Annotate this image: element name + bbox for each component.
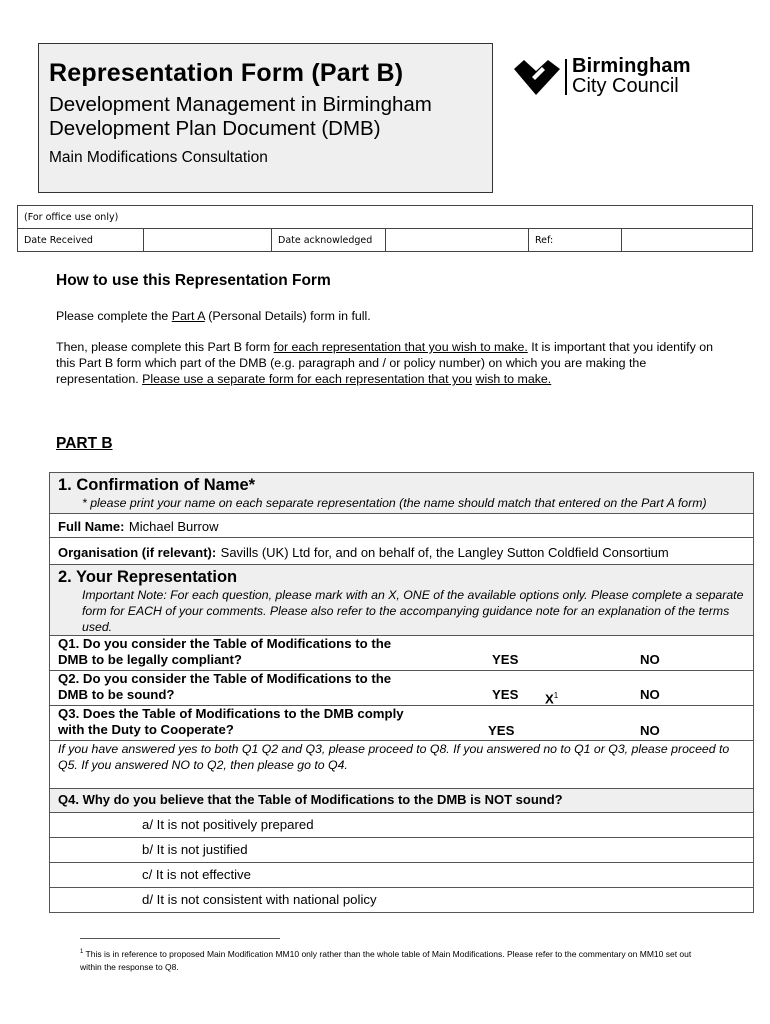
full-name-row [50,514,754,538]
p2-underline-1: for each representation that you wish to make. [273,340,528,354]
logo-line1: Birmingham [572,55,691,77]
section-1-cell [50,473,754,514]
instructions-heading: How to use this Representation Form [56,272,331,289]
q4-heading-row [50,789,754,813]
part-a-reference: Part A [171,309,205,323]
form-subtitle-line1: Development Management in Birmingham [49,93,432,116]
organisation-row [50,538,754,565]
q2-text [58,671,468,703]
footnote-ref: 1 [553,691,559,700]
q3-no-option[interactable]: NO [640,723,660,738]
q3-container [58,706,745,740]
q1-line1: Q1. Do you consider the Table of Modifications to the [58,636,392,651]
full-name-label: Full Name: [58,519,125,534]
q2-x-mark [545,691,558,706]
q1-yes-option[interactable]: YES [492,652,519,667]
q4-option-c[interactable]: c/ It is not effective [50,863,754,888]
routing-note-row [50,741,754,789]
birmingham-heart-icon [512,57,564,97]
ref-field[interactable] [622,229,753,252]
footnote-rule [80,938,280,939]
section-2-title: 2. Your Representation [58,568,238,586]
birmingham-logo [512,55,712,101]
organisation-value[interactable]: Savills (UK) Ltd for, and on behalf of, the Langley Sutton Coldfield Consortium [220,545,669,560]
q2-row [50,671,754,706]
logo-text [572,56,691,96]
date-acknowledged-field[interactable] [386,229,529,252]
form-subtitle-line3: Main Modifications Consultation [49,149,268,166]
instructions-paragraph-2 [56,339,726,387]
form-subtitle-line2: Development Plan Document (DMB) [49,117,381,140]
q3-line2: with the Duty to Cooperate? [58,722,234,737]
form-title: Representation Form (Part B) [49,59,404,87]
q1-text [58,636,468,668]
part-b-heading: PART B [56,435,113,452]
q2-line1: Q2. Do you consider the Table of Modifications to the [58,671,392,686]
q3-yes-option[interactable]: YES [488,723,515,738]
footnote-number: 1 [80,949,84,955]
section-1-title: 1. Confirmation of Name* [58,476,256,494]
q1-no-option[interactable]: NO [640,652,660,667]
logo-line2: City Council [572,75,679,97]
section-2-cell [50,565,754,636]
date-acknowledged-label: Date acknowledged [272,229,386,252]
q1-line2: DMB to be legally compliant? [58,652,242,667]
office-use-table [17,205,753,252]
q2-no-option[interactable]: NO [640,687,660,702]
q1-row [50,636,754,671]
instructions-paragraph-1 [56,308,726,324]
organisation-label: Organisation (if relevant): [58,545,217,560]
p2-underline-3: wish to make. [475,372,552,386]
date-received-field[interactable] [144,229,272,252]
q4-option-b[interactable]: b/ It is not justified [50,838,754,863]
q3-line1: Q3. Does the Table of Modifications to the DMB comply [58,706,404,721]
p2-underline-2: Please use a separate form for each representation that you [142,372,473,386]
q2-line2: DMB to be sound? [58,687,175,702]
date-received-label: Date Received [18,229,144,252]
office-caption: (For office use only) [18,206,753,229]
ref-label: Ref: [529,229,622,252]
q4-option-d[interactable]: d/ It is not consistent with national policy [50,888,754,913]
section-1-note: * please print your name on each separate representation (the name should match that entered on the Part A form) [82,496,707,510]
q4-title: Q4. Why do you believe that the Table of Modifications to the DMB is NOT sound? [58,792,563,807]
q3-row [50,706,754,741]
q1-container [58,636,745,670]
logo-divider [565,59,567,95]
routing-note: If you have answered yes to both Q1 Q2 and Q3, please proceed to Q8. If you answered no to Q1 or Q3, please proceed to Q5. If you answered NO to Q2, then please go to Q4. [58,742,730,772]
p1-text-pre: Please complete the [56,309,172,323]
title-box [38,43,493,193]
q2-yes-option[interactable]: YES [492,687,519,702]
p2-text-mid: It is important that you identify on this Part B form which part of the DMB (e.g. paragraph and / or policy number) on which you are making the representation. [56,340,714,386]
q2-container [58,671,745,705]
section-2-note: Important Note: For each question, please mark with an X, ONE of the available options only. Please complete a separate form for EACH of your comments. Please also refer to the accompanying guidance note for an explanation of the terms used. [82,588,744,634]
representation-table [49,472,754,913]
p2-text-pre: Then, please complete this Part B form [56,340,274,354]
full-name-value[interactable]: Michael Burrow [128,519,219,534]
p1-text-post: (Personal Details) form in full. [204,309,371,323]
footnote [80,946,700,974]
footnote-text: This is in reference to proposed Main Modification MM10 only rather than the whole table of Main Modifications. Please refer to the commentary on MM10 set out within the response to Q8. [80,948,692,972]
q2-mark-letter: X [545,691,554,707]
q3-text [58,706,468,738]
q4-option-a[interactable]: a/ It is not positively prepared [50,813,754,838]
